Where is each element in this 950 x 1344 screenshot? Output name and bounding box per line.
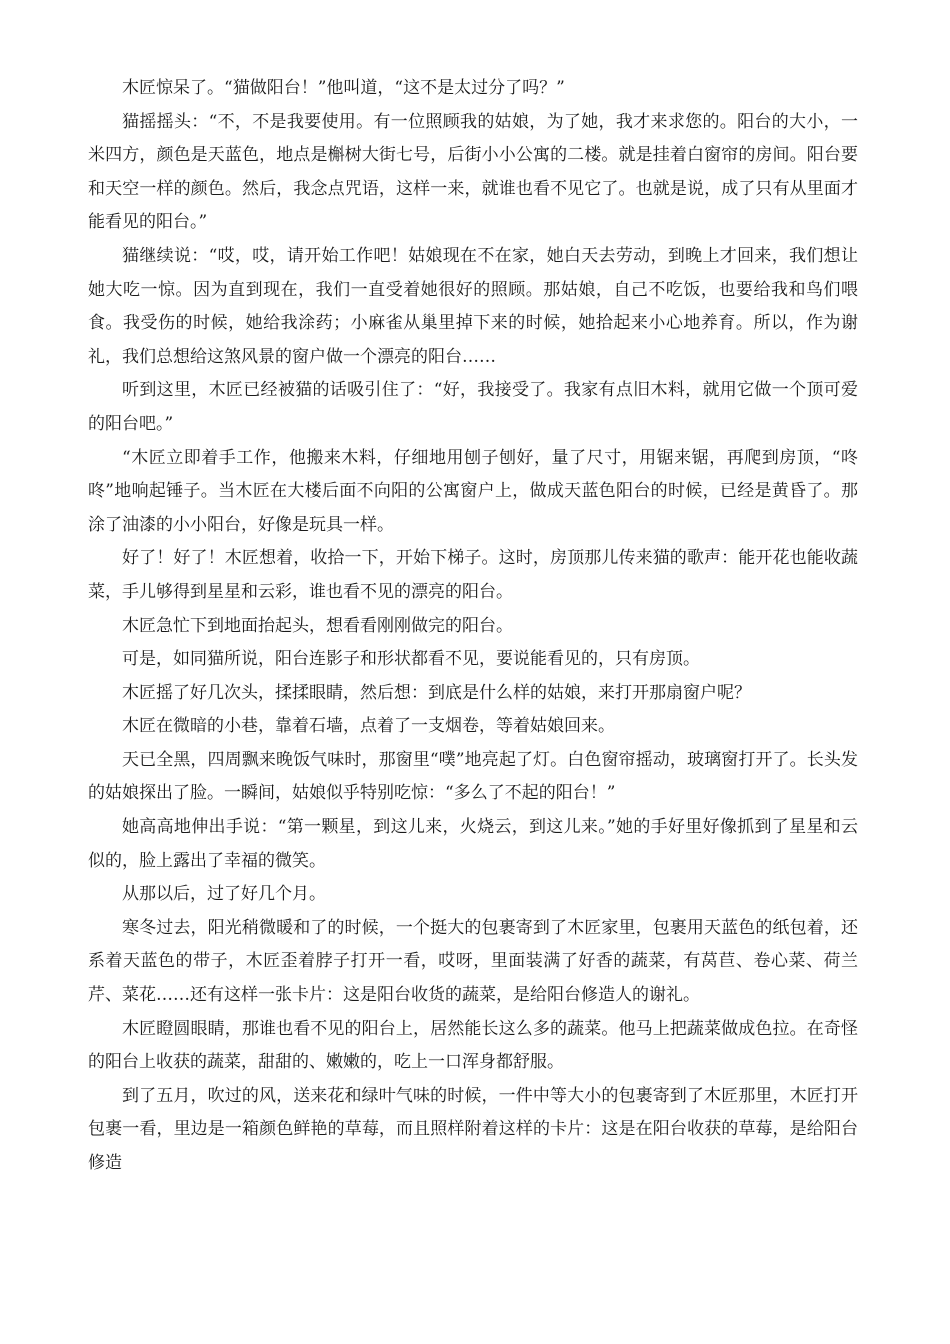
paragraph: 猫摇摇头：“不，不是我要使用。有一位照顾我的姑娘，为了她，我才来求您的。阳台的大小，一米四方，颜色是天蓝色，地点是槲树大街七号，后街小小公寓的二楼。就是挂着白窗帘的房间。阳台要和天空一样的颜色。然后，我念点咒语，这样一来，就谁也看不见它了。也就是说，成了只有从里面才能看见的阳台。”	[88, 111, 858, 233]
paragraph: 木匠瞪圆眼睛，那谁也看不见的阳台上，居然能长这么多的蔬菜。他马上把蔬菜做成色拉。在奇怪的阳台上收获的蔬菜，甜甜的、嫩嫩的，吃上一口浑身都舒服。	[88, 1018, 858, 1073]
paragraph: 猫继续说：“哎，哎，请开始工作吧！姑娘现在不在家，她白天去劳动，到晚上才回来，我们想让她大吃一惊。因为直到现在，我们一直受着她很好的照顾。那姑娘，自己不吃饭，也要给我和鸟们喂食。我受伤的时候，她给我涂药；小麻雀从巢里掉下来的时候，她拾起来小心地养育。所以，作为谢礼，我们总想给这煞风景的窗户做一个漂亮的阳台……	[88, 245, 858, 367]
paragraph: 听到这里，木匠已经被猫的话吸引住了：“好，我接受了。我家有点旧木料，就用它做一个顶可爱的阳台吧。”	[88, 380, 858, 434]
paragraph: 她高高地伸出手说：“第一颗星，到这儿来，火烧云，到这儿来。”她的手好里好像抓到了星星和云似的，脸上露出了幸福的微笑。	[88, 817, 858, 871]
paragraph: 木匠摇了好几次头，揉揉眼睛，然后想：到底是什么样的姑娘，来打开那扇窗户呢？	[122, 682, 751, 703]
paragraph: 木匠惊呆了。“猫做阳台！”他叫道，“这不是太过分了吗？”	[122, 78, 565, 98]
paragraph: 寒冬过去，阳光稍微暖和了的时候，一个挺大的包裹寄到了木匠家里，包裹用天蓝色的纸包着，还系着天蓝色的带子，木匠歪着脖子打开一看，哎呀，里面装满了好香的蔬菜，有莴苣、卷心菜、荷兰芹、菜花……还有这样一张卡片：这是阳台收货的蔬菜，是给阳台修造人的谢礼。	[88, 917, 858, 1006]
paragraph: 好了！好了！木匠想着，收拾一下，开始下梯子。这时，房顶那儿传来猫的歌声：能开花也能收蔬菜，手儿够得到星星和云彩，谁也看不见的漂亮的阳台。	[88, 548, 858, 602]
paragraph: 木匠急忙下到地面抬起头，想看看刚刚做完的阳台。	[122, 615, 513, 636]
paragraph: 到了五月，吹过的风，送来花和绿叶气味的时候，一件中等大小的包裹寄到了木匠那里，木匠打开包裹一看，里边是一箱颜色鲜艳的草莓，而且照样附着这样的卡片：这是在阳台收获的草莓，是给阳台修造	[88, 1085, 858, 1173]
story-text	[88, 72, 858, 1181]
paragraph: “木匠立即着手工作，他搬来木料，仔细地用刨子刨好，量了尺寸，用锯来锯，再爬到房顶，“咚咚”地响起锤子。当木匠在大楼后面不向阳的公寓窗户上，做成天蓝色阳台的时候，已经是黄昏了。那涂了油漆的小小阳台，好像是玩具一样。	[88, 447, 858, 535]
paragraph: 天已全黑，四周飘来晚饭气味时，那窗里“噗”地亮起了灯。白色窗帘摇动，玻璃窗打开了。长头发的姑娘探出了脸。一瞬间，姑娘似乎特别吃惊：“多么了不起的阳台！”	[88, 749, 858, 804]
paragraph: 可是，如同猫所说，阳台连影子和形状都看不见，要说能看见的，只有房顶。	[122, 649, 700, 670]
paragraph: 从那以后，过了好几个月。	[122, 884, 326, 905]
paragraph: 木匠在微暗的小巷，靠着石墙，点着了一支烟卷，等着姑娘回来。	[122, 716, 615, 737]
